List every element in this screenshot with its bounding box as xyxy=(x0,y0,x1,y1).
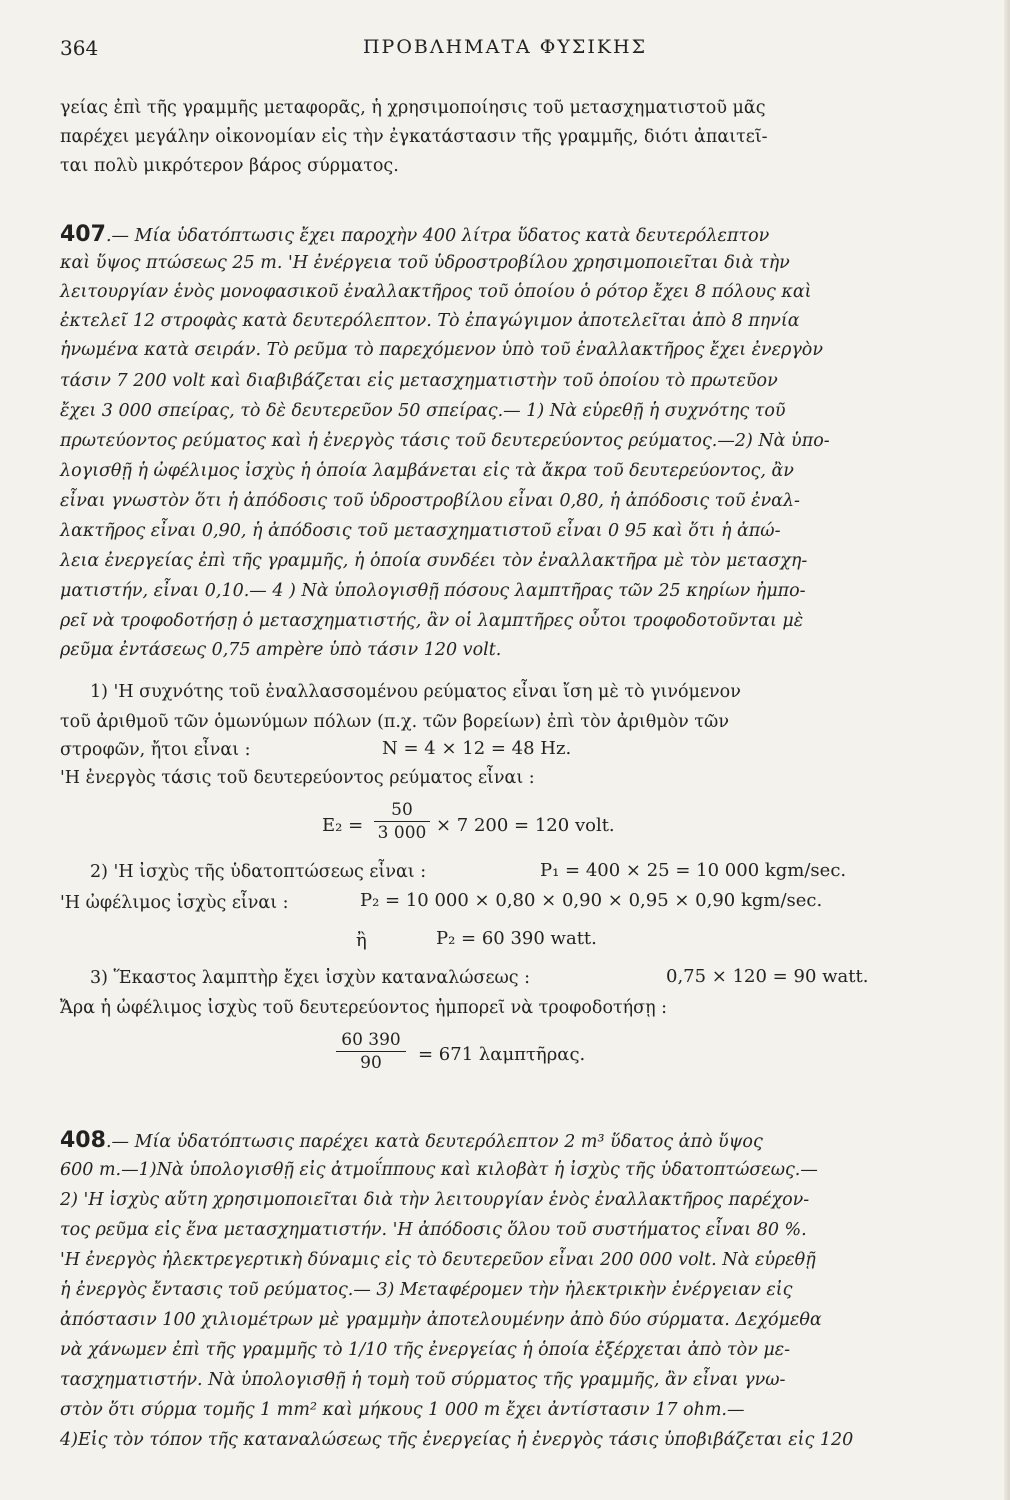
problem-407-line: ματιστήν, εἶναι 0,10.— 4 ) Νὰ ὑπολογισθῇ πόσους λαμπτῆρας τῶν 25 κηρίων ἠμπο- xyxy=(60,581,806,601)
equation-p1: P₁ = 400 × 25 = 10 000 kgm/sec. xyxy=(540,860,847,881)
problem-408-line: 4)Εἰς τὸν τόπον τῆς καταναλώσεως τῆς ἐνεργείας ἡ ἐνεργὸς τάσις ὑποβιβάζεται εἰς 120 xyxy=(60,1430,854,1450)
equation-p2-watt: P₂ = 60 390 watt. xyxy=(436,928,597,949)
problem-408-line: τασχηματιστήν. Νὰ ὑπολογισθῇ ἡ τομὴ τοῦ σύρματος τῆς γραμμῆς, ἂν εἶναι γνω- xyxy=(60,1370,786,1390)
solution-1-line: τοῦ ἀριθμοῦ τῶν ὁμωνύμων πόλων (π.χ. τῶν βορείων) ἐπὶ τὸν ἀριθμὸν τῶν xyxy=(60,712,729,732)
equation-e2-lhs: E₂ = xyxy=(322,815,364,836)
equation-lamp-power: 0,75 × 120 = 90 watt. xyxy=(666,966,869,987)
intro-line: παρέχει μεγάλην οἰκονομίαν εἰς τὴν ἐγκατάστασιν τῆς γραμμῆς, διότι ἀπαιτεῖ- xyxy=(60,127,768,147)
solution-2-text: 2) 'Η ἰσχὺς τῆς ὑδατοπτώσεως εἶναι : xyxy=(90,862,427,882)
problem-408-line: στὸν ὅτι σύρμα τομῆς 1 mm² καὶ μήκους 1 000 m ἔχει ἀντίστασιν 17 ohm.— xyxy=(60,1400,745,1420)
fraction-bar xyxy=(374,821,430,822)
useful-power-text: 'Η ὠφέλιμος ἰσχὺς εἶναι : xyxy=(60,893,289,913)
problem-408-number: 408 xyxy=(60,1128,106,1153)
page-spine-shadow xyxy=(1004,0,1010,1500)
problem-407-line: λειτουργίαν ἑνὸς μονοφασικοῦ ἐναλλακτῆρος τοῦ ὁποίου ὁ ρότορ ἔχει 8 πόλους καὶ xyxy=(60,282,812,302)
equation-e2-rhs: × 7 200 = 120 volt. xyxy=(436,815,615,836)
problem-407-line: ρεῦμα ἐντάσεως 0,75 ampère ὑπὸ τάσιν 120 volt. xyxy=(60,640,502,660)
page-header xyxy=(60,36,950,66)
equation-p2: P₂ = 10 000 × 0,80 × 0,90 × 0,95 × 0,90 kgm/sec. xyxy=(360,890,823,911)
problem-407-line: πρωτεύοντος ρεύματος καὶ ἡ ἐνεργὸς τάσις τοῦ δευτερεύοντος ρεύματος.—2) Νὰ ὑπο- xyxy=(60,431,830,451)
problem-408-line: 600 m.—1)Νὰ ὑπολογισθῇ εἰς ἀτμοΐππους καὶ κιλοβὰτ ἡ ἰσχὺς τῆς ὑδατοπτώσεως.— xyxy=(60,1160,818,1180)
intro-line: ται πολὺ μικρότερον βάρος σύρματος. xyxy=(60,156,399,176)
intro-line: γείας ἐπὶ τῆς γραμμῆς μεταφορᾶς, ἡ χρησιμοποίησις τοῦ μετασχηματιστοῦ μᾶς xyxy=(60,98,766,118)
problem-407-line: ἐκτελεῖ 12 στροφὰς κατὰ δευτερόλεπτον. Τὸ ἐπαγώγιμον ἀποτελεῖται ἀπὸ 8 πηνία xyxy=(60,311,800,331)
problem-408-line: τος ρεῦμα εἰς ἕνα μετασχηματιστήν. 'Η ἀπόδοσις ὅλου τοῦ συστήματος εἶναι 80 %. xyxy=(60,1220,807,1240)
problem-407-line: ρεῖ νὰ τροφοδοτήσῃ ὁ μετασχηματιστής, ἂν οἱ λαμπτῆρες οὗτοι τροφοδοτοῦνται μὲ xyxy=(60,611,804,631)
solution-3-line-2: Ἄρα ἡ ὠφέλιμος ἰσχὺς τοῦ δευτερεύοντος ἠμπορεῖ νὰ τροφοδοτήσῃ : xyxy=(60,998,668,1018)
fraction-denominator: 3 000 xyxy=(377,823,427,843)
problem-407-line: ἔχει 3 000 σπείρας, τὸ δὲ δευτερεῦον 50 σπείρας.— 1) Νὰ εὑρεθῇ ἡ συχνότης τοῦ xyxy=(60,401,786,421)
fraction-numerator: 50 xyxy=(391,800,413,820)
problem-407-line: λακτῆρος εἶναι 0,90, ἡ ἀπόδοσις τοῦ μετασχηματιστοῦ εἶναι 0 95 καὶ ὅτι ἡ ἀπώ- xyxy=(60,521,781,541)
fraction-numerator: 60 390 xyxy=(341,1030,401,1050)
running-title: ΠΡΟΒΛΗΜΑΤΑ ΦΥΣΙΚΗΣ xyxy=(362,36,648,58)
active-voltage-text: 'Η ἐνεργὸς τάσις τοῦ δευτερεύοντος ρεύματος εἶναι : xyxy=(60,768,535,788)
equation-lamps-fraction xyxy=(336,1030,406,1073)
page-number: 364 xyxy=(60,36,99,60)
problem-407-line: λεια ἐνεργείας ἐπὶ τῆς γραμμῆς, ἡ ὁποία συνδέει τὸν ἐναλλακτῆρα μὲ τὸν μετασχη- xyxy=(60,551,808,571)
equation-frequency: N = 4 × 12 = 48 Hz. xyxy=(382,738,572,759)
equation-e2-fraction xyxy=(374,800,430,843)
problem-407-number: 407 xyxy=(60,222,106,247)
solution-3-text: 3) Ἕκαστος λαμπτὴρ ἔχει ἰσχὺν καταναλώσεως : xyxy=(90,968,531,988)
problem-408-line-1: 408.— Μία ὑδατόπτωσις παρέχει κατὰ δευτερόλεπτον 2 m³ ὕδατος ἀπὸ ὕψος xyxy=(60,1128,763,1153)
fraction-bar xyxy=(336,1051,406,1052)
solution-1-line: 1) 'Η συχνότης τοῦ ἐναλλασσομένου ρεύματος εἶναι ἴση μὲ τὸ γινόμενον xyxy=(90,682,741,702)
problem-407-line: εἶναι γνωστὸν ὅτι ἡ ἀπόδοσις τοῦ ὑδροστροβίλου εἶναι 0,80, ἡ ἀπόδοσις τοῦ ἐναλ- xyxy=(60,491,800,511)
problem-407-line: ἡνωμένα κατὰ σειράν. Τὸ ρεῦμα τὸ παρεχόμενον ὑπὸ τοῦ ἐναλλακτῆρος ἔχει ἐνεργὸν xyxy=(60,340,823,360)
problem-407-line: καὶ ὕψος πτώσεως 25 m. 'Η ἐνέργεια τοῦ ὑδροστροβίλου χρησιμοποιεῖται διὰ τὴν xyxy=(60,253,790,273)
problem-407-line-1: 407.— Μία ὑδατόπτωσις ἔχει παροχὴν 400 λίτρα ὕδατος κατὰ δευτερόλεπτον xyxy=(60,222,770,247)
problem-408-line: 'Η ἐνεργὸς ἠλεκτρεγερτικὴ δύναμις εἰς τὸ δευτερεῦον εἶναι 200 000 volt. Νὰ εὑρεθῇ xyxy=(60,1250,816,1270)
problem-408-line: 2) 'Η ἰσχὺς αὕτη χρησιμοποιεῖται διὰ τὴν λειτουργίαν ἑνὸς ἐναλλακτῆρος παρέχον- xyxy=(60,1190,810,1210)
problem-408-line: νὰ χάνωμεν ἐπὶ τῆς γραμμῆς τὸ 1/10 τῆς ἐνεργείας ἡ ὁποία ἐξέρχεται ἀπὸ τὸν με- xyxy=(60,1340,791,1360)
problem-408-line: ἀπόστασιν 100 χιλιομέτρων μὲ γραμμὴν ἀποτελουμένην ἀπὸ δύο σύρματα. Δεχόμεθα xyxy=(60,1310,822,1330)
fraction-denominator: 90 xyxy=(360,1053,382,1073)
solution-1-line: στροφῶν, ἤτοι εἶναι : xyxy=(60,740,251,760)
problem-408-line: ἡ ἐνεργὸς ἔντασις τοῦ ρεύματος.— 3) Μεταφέρομεν τὴν ἠλεκτρικὴν ἐνέργειαν εἰς xyxy=(60,1280,793,1300)
equation-or: ἢ xyxy=(356,930,367,951)
problem-407-line: λογισθῇ ἡ ὠφέλιμος ἰσχὺς ἡ ὁποία λαμβάνεται εἰς τὰ ἄκρα τοῦ δευτερεύοντος, ἂν xyxy=(60,461,794,481)
equation-lamps-rhs: = 671 λαμπτῆρας. xyxy=(418,1044,586,1065)
problem-407-line: τάσιν 7 200 volt καὶ διαβιβάζεται εἰς μετασχηματιστὴν τοῦ ὁποίου τὸ πρωτεῦον xyxy=(60,371,778,391)
